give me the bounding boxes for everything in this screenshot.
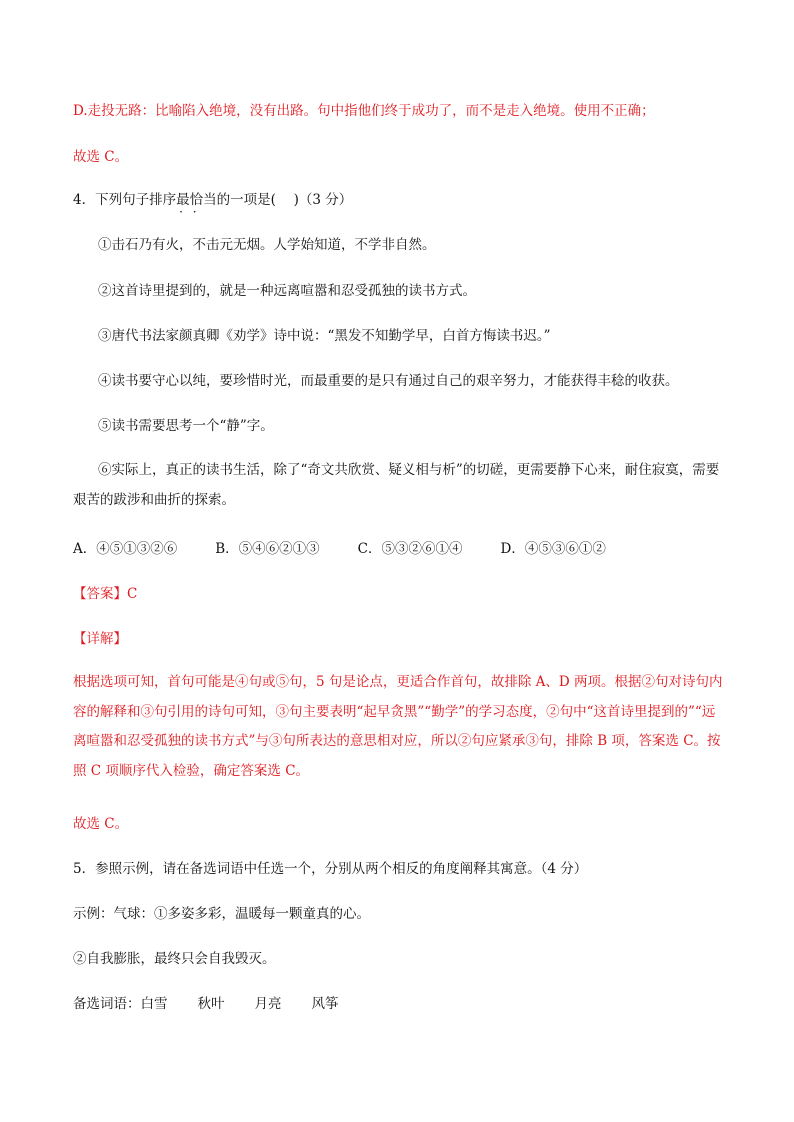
previous-conclusion: 故选 C。 xyxy=(73,149,129,165)
sentence-3: ③唐代书法家颜真卿《劝学》诗中说：“黑发不知勤学早，白首方悔读书迟。” xyxy=(98,328,551,344)
sentence-1: ①击石乃有火，不击元无烟。人学始知道，不学非自然。 xyxy=(98,237,436,253)
q5-example-1: 示例：气球：①多姿多彩，温暖每一颗童真的心。 xyxy=(73,906,370,922)
sentence-2: ②这首诗里提到的，就是一种远离喧嚣和忍受孤独的读书方式。 xyxy=(98,283,476,299)
candidate-word: 白雪 xyxy=(140,996,168,1012)
q4-stem xyxy=(73,189,352,211)
sentence-5: ⑤读书需要思考一个“静”字。 xyxy=(98,418,274,434)
sentence-4: ④读书要守心以纯，要珍惜时光，而最重要的是只有通过自己的艰辛努力，才能获得丰稔的收获。 xyxy=(98,373,679,389)
option-d-explanation: D.走投无路：比喻陷入绝境，没有出路。句中指他们终于成功了，而不是走入绝境。使用不正确； xyxy=(73,103,655,119)
q5-candidates xyxy=(73,993,369,1015)
q5-stem: 5．参照示例，请在备选词语中任选一个，分别从两个相反的角度阐释其寓意。（4 分） xyxy=(73,861,588,877)
candidates-label: 备选词语： xyxy=(73,996,141,1012)
option-c: C．⑤③②⑥①④ xyxy=(357,541,463,557)
sentence-6: ⑥实际上，真正的读书生活，除了“奇文共欣赏、疑义相与析”的切磋，更需要静下心来，耐住寂寞，需要艰苦的跋涉和曲折的探索。 xyxy=(73,462,720,508)
option-a: A．④⑤①③②⑥ xyxy=(73,541,178,557)
q4-stem-emphasis: 最恰当 · · xyxy=(176,192,217,208)
q4-options xyxy=(73,538,644,560)
candidate-word: 秋叶 xyxy=(197,996,225,1012)
q4-detail-label: 【详解】 xyxy=(73,631,127,647)
option-b: B．⑤④⑥②①③ xyxy=(215,541,320,557)
q5-example-2: ②自我膨胀，最终只会自我毁灭。 xyxy=(73,951,276,967)
q4-stem-after: 的一项是( )（3 分） xyxy=(216,192,353,208)
q4-detail-text: 根据选项可知，首句可能是④句或⑤句，5 句是论点，更适合作首句，故排除 A、D 两项。根据②句对诗句内容的解释和③句引用的诗句可知，③句主要表明“起早贪黑”“勤学”的学习态度，②句中“这首诗里提到的”“远离喧嚣和忍受孤独的读书方式”与③句所表达的意思相对应，所以②句应紧承③句，排除 B 项，答案选 C。按照 C 项顺序代入检验，确定答案选 C。 xyxy=(73,674,723,779)
q4-conclusion: 故选 C。 xyxy=(73,816,129,832)
candidate-word: 月亮 xyxy=(254,996,282,1012)
candidate-word: 风筝 xyxy=(311,996,339,1012)
q4-stem-before: 4．下列句子排序 xyxy=(73,192,177,208)
q4-answer: 【答案】C xyxy=(73,586,138,602)
option-d: D．④⑤③⑥①② xyxy=(500,541,606,557)
